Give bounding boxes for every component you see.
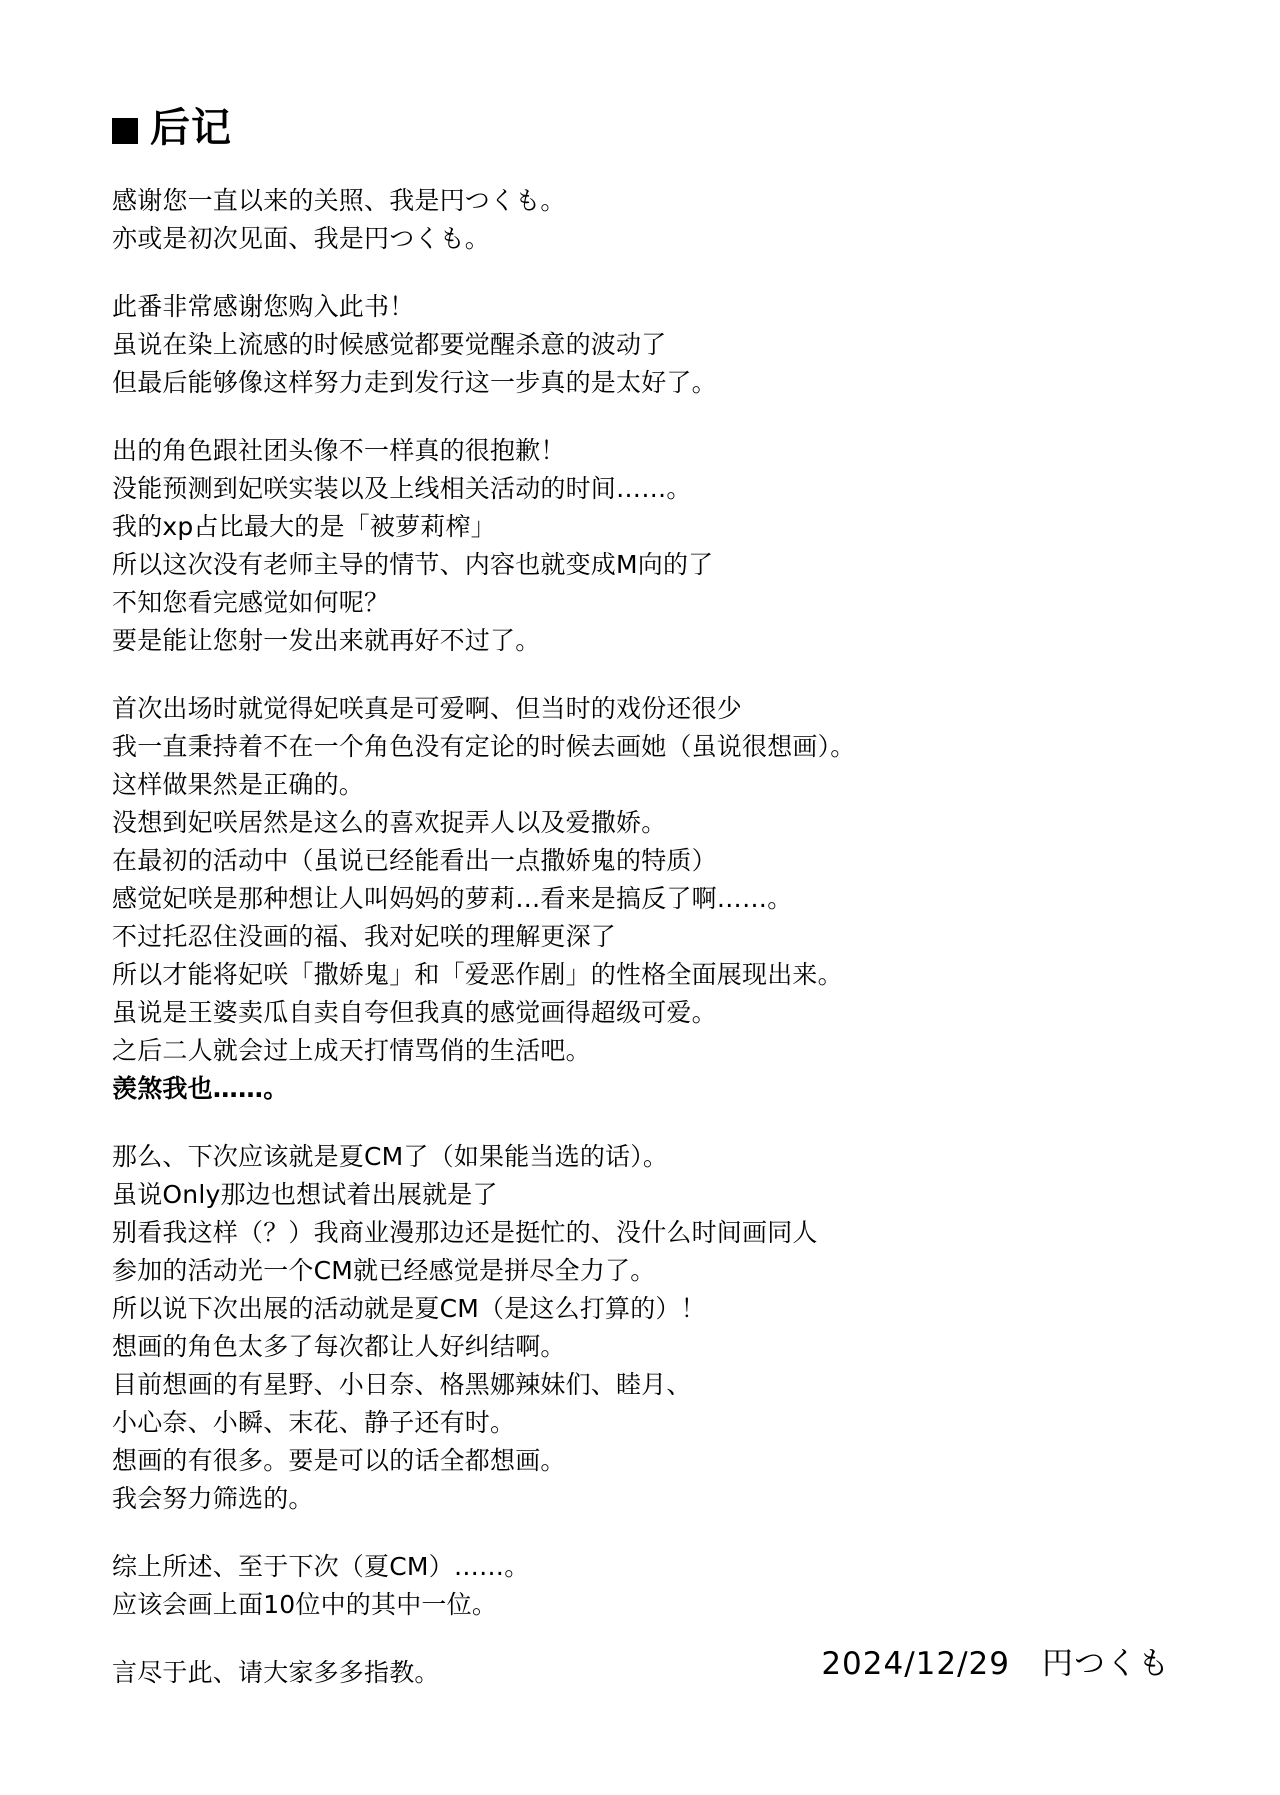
paragraph-greeting [112, 182, 1172, 258]
text-line: 所以这次没有老师主导的情节、内容也就变成M向的了 [112, 550, 714, 579]
text-line: 应该会画上面10位中的其中一位。 [112, 1590, 498, 1619]
text-line: 小心奈、小瞬、末花、静子还有时。 [112, 1408, 516, 1437]
page-title-text: 后记 [150, 105, 232, 151]
paragraph-character-apology [112, 432, 1172, 660]
text-line: 在最初的活动中（虽说已经能看出一点撒娇鬼的特质） [112, 846, 717, 875]
text-line: 那么、下次应该就是夏CM了（如果能当选的话）。 [112, 1142, 669, 1171]
text-line: 不过托忍住没画的福、我对妃咲的理解更深了 [112, 922, 617, 951]
text-line: 虽说Only那边也想试着出展就是了 [112, 1180, 498, 1209]
text-line: 此番非常感谢您购入此书！ [112, 292, 415, 321]
paragraph-about-hisaki [112, 690, 1172, 1108]
text-line: 虽说是王婆卖瓜自卖自夸但我真的感觉画得超级可爱。 [112, 998, 717, 1027]
text-line: 但最后能够像这样努力走到发行这一步真的是太好了。 [112, 368, 717, 397]
text-line: 首次出场时就觉得妃咲真是可爱啊、但当时的戏份还很少 [112, 694, 743, 723]
text-line: 想画的有很多。要是可以的话全都想画。 [112, 1446, 566, 1475]
text-line: 亦或是初次见面、我是円つくも。 [112, 224, 491, 253]
text-line: 这样做果然是正确的。 [112, 770, 365, 799]
text-line: 我会努力筛选的。 [112, 1484, 314, 1513]
text-line: 没能预测到妃咲实装以及上线相关活动的时间……。 [112, 474, 692, 503]
text-line: 我一直秉持着不在一个角色没有定论的时候去画她（虽说很想画）。 [112, 732, 856, 761]
text-line: 虽说在染上流感的时候感觉都要觉醒杀意的波动了 [112, 330, 667, 359]
paragraph-next-event [112, 1138, 1172, 1518]
text-line: 言尽于此、请大家多多指教。 [112, 1658, 440, 1687]
afterword-content [112, 105, 1172, 1692]
text-line: 所以才能将妃咲「撒娇鬼」和「爱恶作剧」的性格全面展现出来。 [112, 960, 843, 989]
text-line: 没想到妃咲居然是这么的喜欢捉弄人以及爱撒娇。 [112, 808, 667, 837]
text-line-emphasis: 羡煞我也……。 [112, 1074, 289, 1103]
text-line: 感觉妃咲是那种想让人叫妈妈的萝莉…看来是搞反了啊……。 [112, 884, 793, 913]
text-line: 所以说下次出展的活动就是夏CM（是这么打算的）！ [112, 1294, 706, 1323]
text-line: 出的角色跟社团头像不一样真的很抱歉！ [112, 436, 566, 465]
text-line: 我的xp占比最大的是「被萝莉榨」 [112, 512, 496, 541]
text-line: 感谢您一直以来的关照、我是円つくも。 [112, 186, 566, 215]
text-line: 想画的角色太多了每次都让人好纠结啊。 [112, 1332, 566, 1361]
text-line: 要是能让您射一发出来就再好不过了。 [112, 626, 541, 655]
square-bullet-icon [112, 118, 138, 144]
text-line: 目前想画的有星野、小日奈、格黑娜辣妹们、睦月、 [112, 1370, 692, 1399]
text-line: 之后二人就会过上成天打情骂俏的生活吧。 [112, 1036, 591, 1065]
paragraph-conclusion [112, 1548, 1172, 1624]
signature-date-author: 2024/12/29 円つくも [821, 1646, 1170, 1682]
page-title [112, 105, 1172, 151]
paragraph-thanks-for-purchase [112, 288, 1172, 402]
text-line: 不知您看完感觉如何呢？ [112, 588, 390, 617]
text-line: 综上所述、至于下次（夏CM）……。 [112, 1552, 530, 1581]
text-line: 参加的活动光一个CM就已经感觉是拼尽全力了。 [112, 1256, 656, 1285]
text-line: 别看我这样（？）我商业漫那边还是挺忙的、没什么时间画同人 [112, 1218, 818, 1247]
